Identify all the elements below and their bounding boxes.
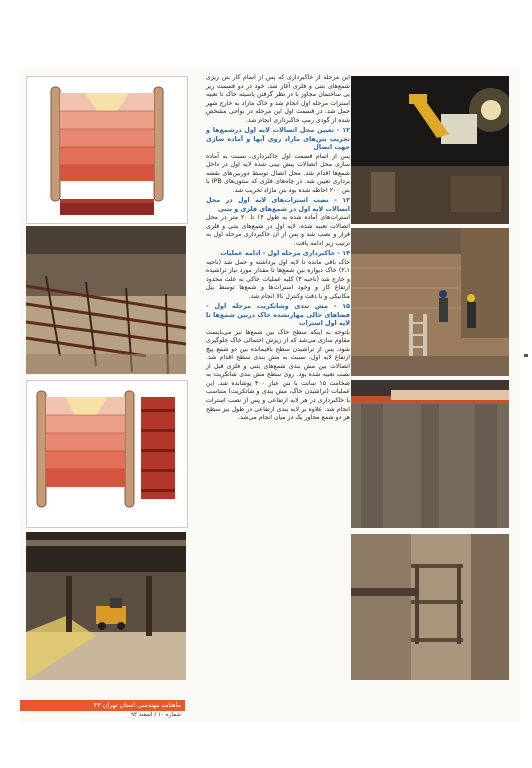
section-15-heading: ۱۵ - مش بندی وشاتکریت مرحله اول - فضاهای خالی مهارنشده خاک دربین شمع‌ها تا لایه اول استرات — [206, 302, 350, 328]
photo-a-figure — [26, 226, 186, 374]
footer-issue: شماره ۱۰ / اسفند ۹۳ — [131, 712, 181, 718]
photo-d-figure — [351, 228, 509, 376]
section-15-body: باتوجه به اینکه سطح خاک بین شمع‌ها نیز می‌بایست مقاوم سازی می‌شد که از ریزش احتمالی خاک جلوگیری شود، پس از تراشیدن سطح باقیمانده بین دو شمع پیچ ارتفاع لایه اول، نسبت به مش بندی سطح اقدام شد. اتصالات بین مش بندی شمع‌های بتنی و فلزی قبل از نصب تعبیه شده بود. روی سطح مش بندی شاتکریت به ضخامت ۱۵ سانت با بتن عیار ۴۰۰ پوشانده شد. این عملیات (تراشیدن خاک، مش بندی و شاتکریت) متناسب با خاکبرداری در هر لایه ارتفاعی و پس از نصب استرات انجام شد. علاوه بر لایه بندی ارتفاعی در طول نیز سطح هر دو شمع مجاور یک در میان انجام می‌شد. — [206, 328, 350, 422]
section-13-heading: ۱۳ - نصب استرات‌های لایه اول در محل اتصالات لایه اول در شمع‌های فلزی و بتنی — [206, 196, 350, 213]
section-14-body: خاک باقی مانده تا لایه اول برداشته و حمل شد (ناحیه ۲،۱) خاک دیواره بین شمع‌ها تا مقدار مورد نیاز تراشیده و خارج شد (ناحیه ۳) کلیه عملیات خاکی به علت محدود ارتفاع کار و وجود استرات‌ها و شمع‌ها توسط بیل مکانیکی و با دقت وکنترل بالا انجام شد. — [206, 258, 350, 300]
photo-e-figure — [351, 380, 509, 528]
page-footer — [20, 700, 185, 722]
diagram-excavation-stage-1 — [26, 76, 188, 224]
photo-b-figure — [26, 532, 186, 680]
page-edge-mark — [524, 354, 528, 357]
section-14-heading: ۱۴ - خاکبرداری مرحله اول - ادامه عملیات — [220, 249, 350, 258]
photo-c-figure — [351, 76, 509, 224]
photo-workers-ladder — [351, 228, 509, 376]
diagram-2-figure — [27, 381, 187, 527]
photo-excavation-pit — [26, 532, 186, 680]
photo-steel-connection — [351, 534, 509, 680]
section-13-body: استرات‌های آماده شده به طول ۱۴ تا ۲۰ متر در محل اتصالات تعبیه شده، لایه اول در شمع‌های بتنی و فلزی قرار و نصب شد و پس از آن خاکبرداری مرحله اول به ترتیب زیر ادامه یافت. — [206, 214, 351, 247]
photo-shotcrete-wall — [351, 380, 509, 528]
intro-paragraph: این مرحله از خاکبرداری که پس از اتمام کار بتن ریزی شمع‌های بتنی و فلزی آغاز شد، خود در دو قسمت زیر پی ساختمان مجاور با در نظر گرفتن پاسیته خاک تا تعبیه استرات مرحله اول انجام شد و خاک مازاد به خارج شهر حمل شد. در قسمت اول این مرحله در نواحی مشخص شده از گودی رمپ خاکبرداری انجام شد. — [206, 74, 350, 124]
photo-steel-struts — [26, 226, 186, 374]
section-12-heading: ۱۲ - تعیین محل اتصالات لایه اول درشمع‌ها و تخریب بتن‌های مازاد روی آنها و آماده سازی جهت اتصال — [206, 126, 350, 152]
photo-f-figure — [351, 534, 509, 680]
article-text-column — [206, 74, 350, 710]
diagram-1-figure — [27, 77, 187, 223]
photo-night-excavator — [351, 76, 509, 224]
diagram-excavation-stage-2 — [26, 380, 188, 528]
footer-magazine-title: ماهنامه مهندسی استان تهران ۴۳ — [93, 701, 181, 709]
section-12-body: پس از اتمام قسمت اول خاکبرداری، نسبت به آماده سازی محل اتصالات پیش بینی شده لایه اول در داخل شمع‌ها اقدام شد. محل اتصال توسط دوربین‌های نقشه برداری تعیین شد. در چاه‌های فلزی که ستون‌های IPB با بتن ۲۰۰ احاطه شده بود بتن مازاد تخریب شد. — [206, 152, 350, 194]
